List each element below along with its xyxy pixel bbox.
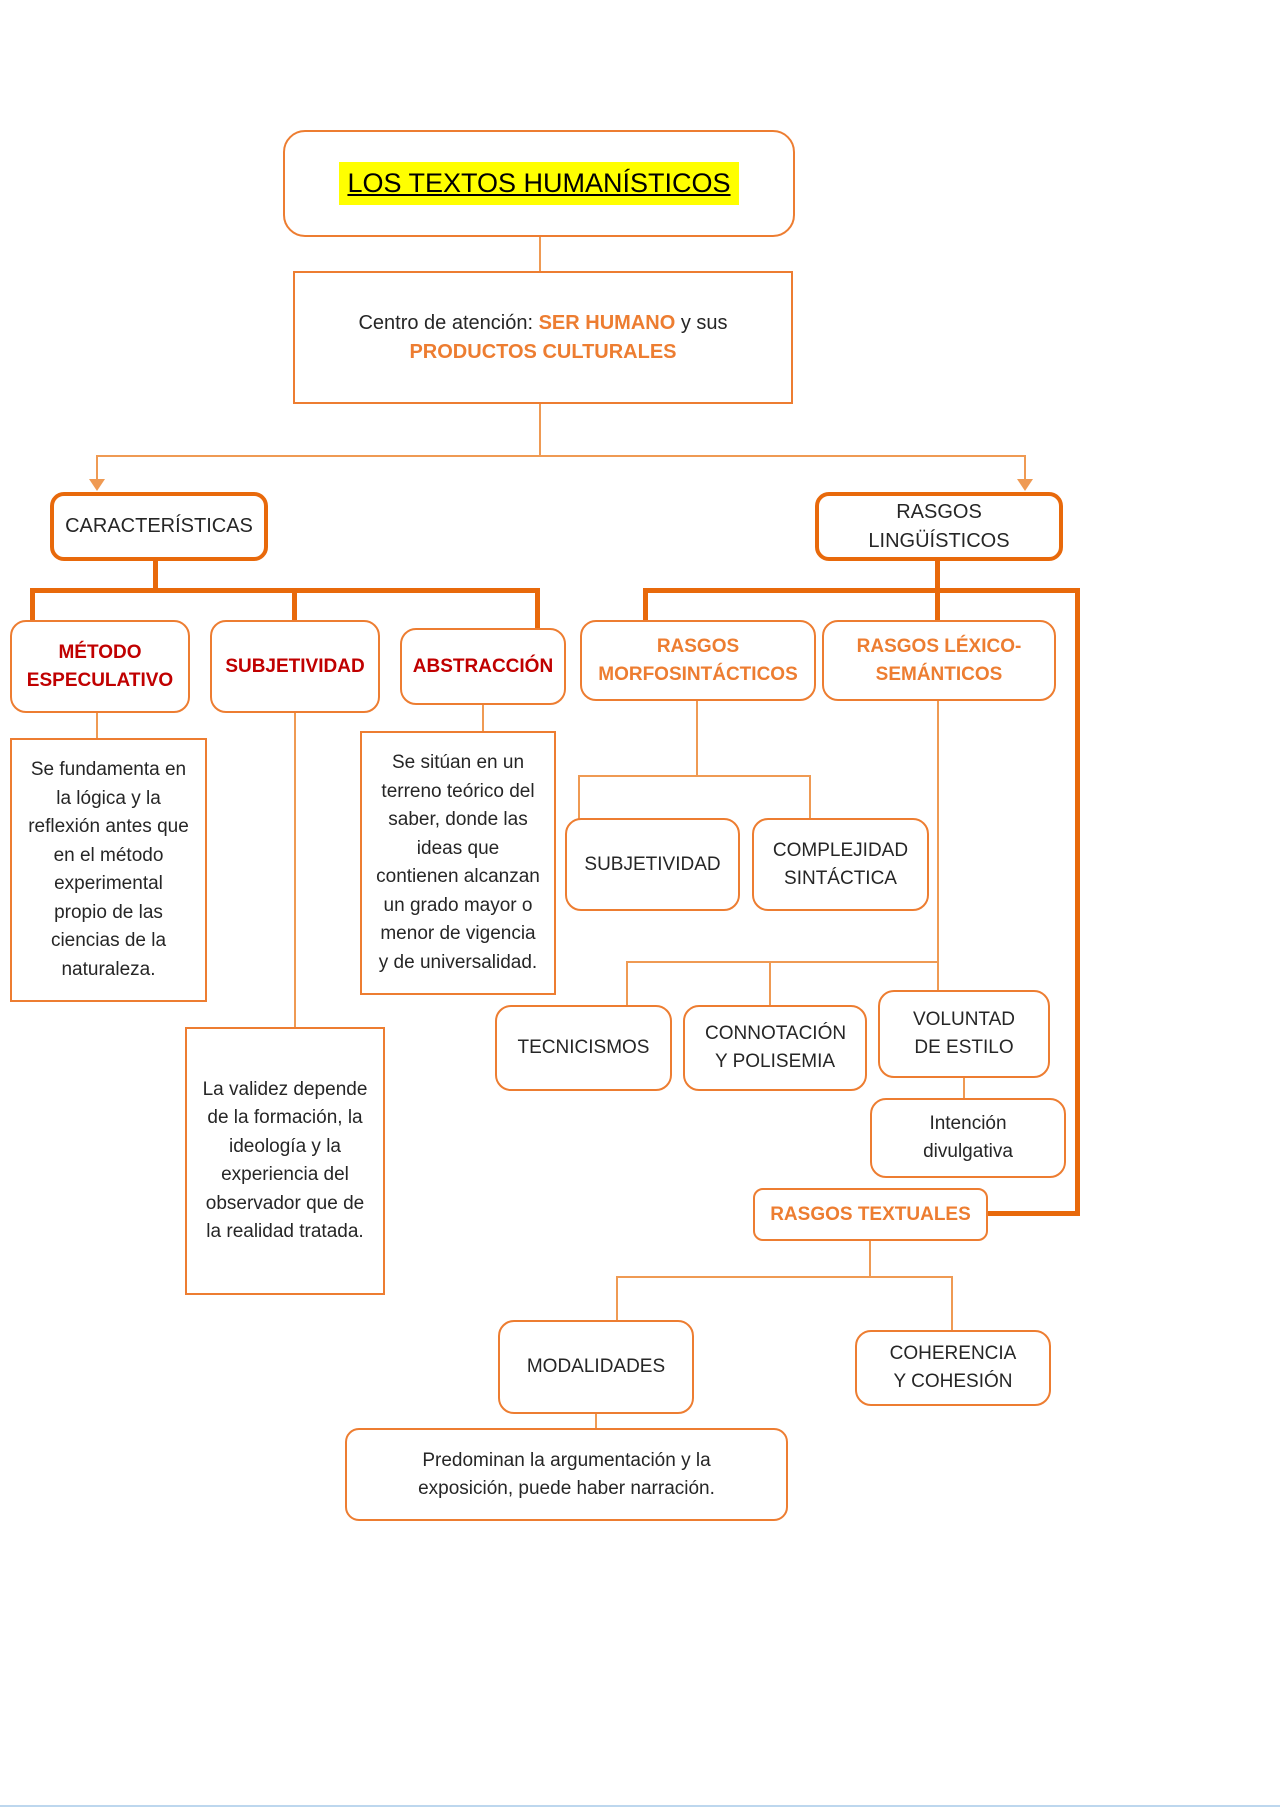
node-label: MÉTODO ESPECULATIVO xyxy=(26,641,174,691)
connector-subjetividad-desc xyxy=(294,713,296,1029)
node-label: CONNOTACIÓN Y POLISEMIA xyxy=(705,1023,847,1072)
node-label: RASGOS MORFOSINTÁCTICOS xyxy=(598,635,798,685)
connector-textuales-bar xyxy=(616,1276,953,1278)
connector-to-rasgos xyxy=(1024,455,1026,481)
arrowhead-rasgos xyxy=(1017,479,1033,491)
connector-drop-complejidad xyxy=(809,775,811,819)
arrowhead-caracteristicas xyxy=(89,479,105,491)
node-label: SUBJETIVIDAD xyxy=(584,853,721,875)
node-label: COHERENCIA Y COHESIÓN xyxy=(889,1343,1017,1392)
connector-drop-connotacion xyxy=(769,961,771,1006)
node-label: RASGOS LÉXICO-SEMÁNTICOS xyxy=(856,635,1022,685)
connector-textuales-stub xyxy=(869,1241,871,1278)
node-tecnicismos xyxy=(495,1005,672,1091)
connector-rasgos-bar xyxy=(643,588,1080,593)
node-rasgos-lexico-semanticos xyxy=(822,620,1056,701)
node-label: ABSTRACCIÓN xyxy=(412,655,554,677)
focus-text xyxy=(348,305,737,371)
node-rasgos-linguisticos xyxy=(815,492,1063,561)
desc-text: Se fundamenta en la lógica y la reflexión antes que en el método experimental propio de las ciencias de la naturaleza. xyxy=(28,759,189,980)
page-title: LOS TEXTOS HUMANÍSTICOS xyxy=(339,162,738,205)
connector-caracteristicas-bar xyxy=(30,588,540,593)
focus-node xyxy=(293,271,793,404)
connector-right-rail xyxy=(1075,588,1080,1216)
desc-modalidades xyxy=(345,1428,788,1521)
node-intencion-divulgativa xyxy=(870,1098,1066,1178)
connector-morfo-stub xyxy=(696,701,698,777)
connector-caracteristicas-stub xyxy=(153,561,158,591)
node-modalidades xyxy=(498,1320,694,1414)
node-coherencia-cohesion xyxy=(855,1330,1051,1406)
node-label: VOLUNTAD DE ESTILO xyxy=(912,1009,1016,1058)
connector-drop-modalidades xyxy=(616,1276,618,1321)
connector-modalidades-nota xyxy=(595,1414,597,1429)
node-label: TECNICISMOS xyxy=(517,1037,650,1059)
desc-text: Predominan la argumentación y la exposición, puede haber narración. xyxy=(418,1449,715,1499)
node-connotacion-polisemia xyxy=(683,1005,867,1091)
node-rasgos-morfosintacticos xyxy=(580,620,816,701)
connector-voluntad-intencion xyxy=(963,1078,965,1099)
node-label: MODALIDADES xyxy=(526,1356,666,1378)
connector-lexico-bar xyxy=(626,961,939,963)
node-abstraccion xyxy=(400,628,566,705)
node-metodo-especulativo xyxy=(10,620,190,713)
connector-drop-lexico xyxy=(935,588,940,622)
connector-metodo-desc xyxy=(96,713,98,739)
connector-split-horizontal xyxy=(96,455,1026,457)
connector-drop-subjetividad2 xyxy=(578,775,580,819)
desc-text: Se sitúan en un terreno teórico del saber, donde las ideas que contienen alcanzan un grado mayor o menor de vigencia y de universalidad. xyxy=(376,752,540,973)
connector-abstraccion-desc xyxy=(482,705,484,732)
page-bottom-edge xyxy=(0,1805,1280,1807)
focus-ser-humano: SER HUMANO xyxy=(538,311,676,334)
node-label: COMPLEJIDAD SINTÁCTICA xyxy=(772,839,909,889)
desc-subjetividad xyxy=(185,1027,385,1295)
node-rasgos-textuales xyxy=(753,1188,988,1241)
node-label: CARACTERÍSTICAS xyxy=(65,515,253,537)
connector-morfo-bar xyxy=(578,775,811,777)
connector-drop-abstraccion xyxy=(535,588,540,630)
node-subjetividad xyxy=(210,620,380,713)
connector-drop-morfosintacticos xyxy=(643,588,648,622)
connector-title-to-focus xyxy=(539,237,541,272)
node-subjetividad-morfo xyxy=(565,818,740,911)
node-label: RASGOS LINGÜÍSTICOS xyxy=(868,500,1010,552)
node-label: SUBJETIVIDAD xyxy=(225,655,365,677)
focus-productos-culturales: PRODUCTOS CULTURALES xyxy=(409,340,677,363)
connector-drop-metodo xyxy=(30,588,35,622)
focus-line-2 xyxy=(358,338,727,367)
connector-drop-coherencia xyxy=(951,1276,953,1331)
node-label: Intención divulgativa xyxy=(923,1113,1013,1162)
connector-drop-subjetividad xyxy=(292,588,297,622)
node-complejidad-sintactica xyxy=(752,818,929,911)
desc-abstraccion xyxy=(360,731,556,995)
desc-text: La validez depende de la formación, la ideología y la experiencia del observador que de la realidad tratada. xyxy=(202,1078,368,1242)
title-node xyxy=(283,130,795,237)
connector-drop-tecnicismos xyxy=(626,961,628,1006)
connector-lexico-stub xyxy=(937,701,939,991)
connector-focus-down xyxy=(539,404,541,456)
node-caracteristicas xyxy=(50,492,268,561)
node-voluntad-de-estilo xyxy=(878,990,1050,1078)
focus-line-1: Centro de atención: SER HUMANO y sus xyxy=(358,311,728,334)
desc-metodo xyxy=(10,738,207,1002)
connector-to-rasgos-textuales xyxy=(986,1211,1080,1216)
connector-to-caracteristicas xyxy=(96,455,98,481)
node-label: RASGOS TEXTUALES xyxy=(770,1203,971,1225)
connector-rasgos-stub xyxy=(935,561,940,591)
